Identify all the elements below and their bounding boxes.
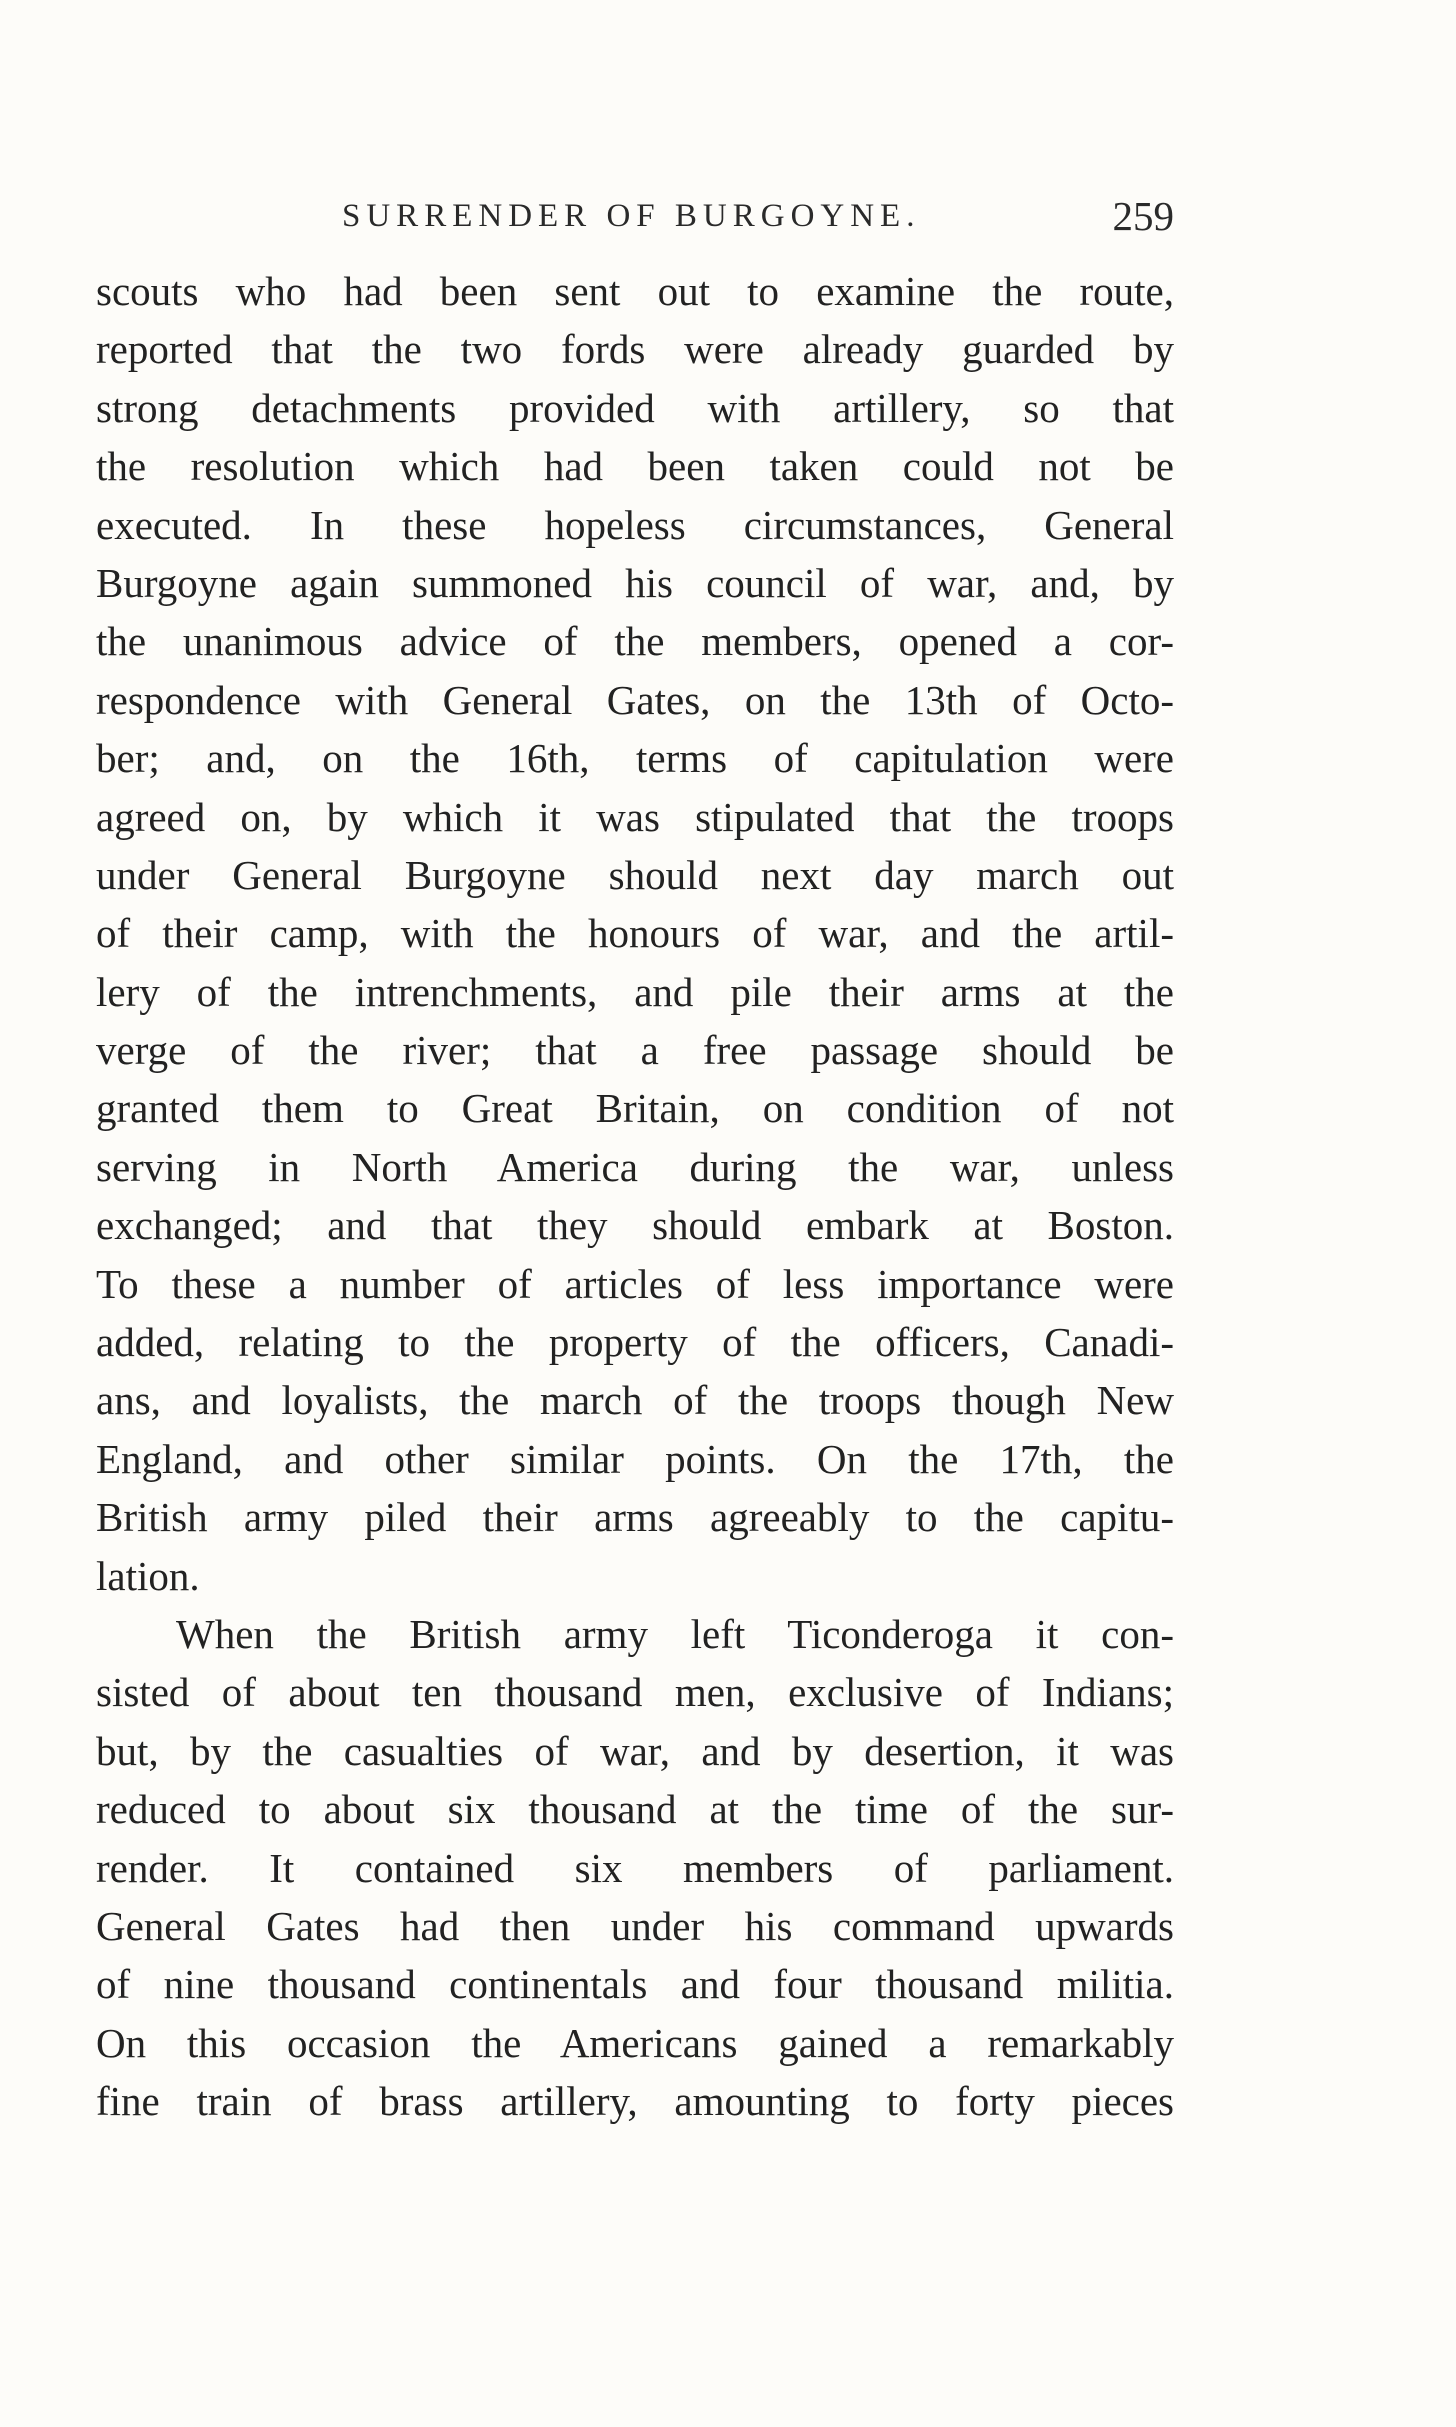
text-line: sisted of about ten thousand men, exclusive of Indians; bbox=[96, 1669, 1174, 1716]
text-line: lation. bbox=[96, 1552, 200, 1599]
text-line: exchanged; and that they should embark at Boston. bbox=[96, 1202, 1174, 1249]
text-line: of their camp, with the honours of war, and the artil- bbox=[96, 910, 1174, 957]
text-line: fine train of brass artillery, amounting to forty pieces bbox=[96, 2078, 1174, 2125]
text-line: executed. In these hopeless circumstances, General bbox=[96, 501, 1174, 548]
text-line: lery of the intrenchments, and pile their arms at the bbox=[96, 968, 1174, 1015]
text-line: granted them to Great Britain, on condition of not bbox=[96, 1085, 1174, 1132]
running-head: SURRENDER OF BURGOYNE. bbox=[342, 198, 921, 234]
text-line: of nine thousand continentals and four thousand militia. bbox=[96, 1961, 1174, 2008]
text-line: General Gates had then under his command upwards bbox=[96, 1902, 1174, 1949]
text-line: ans, and loyalists, the march of the troops though New bbox=[96, 1377, 1174, 1424]
text-line: England, and other similar points. On the 17th, the bbox=[96, 1435, 1174, 1482]
text-line: render. It contained six members of parliament. bbox=[96, 1844, 1174, 1891]
text-line: the resolution which had been taken could not be bbox=[96, 443, 1174, 490]
text-line: respondence with General Gates, on the 13th of Octo- bbox=[96, 676, 1174, 723]
text-line: added, relating to the property of the officers, Canadi- bbox=[96, 1319, 1174, 1366]
text-line: under General Burgoyne should next day march out bbox=[96, 851, 1174, 898]
text-line: serving in North America during the war, unless bbox=[96, 1143, 1174, 1190]
text-line: ber; and, on the 16th, terms of capitulation were bbox=[96, 735, 1174, 782]
page-number: 259 bbox=[1112, 193, 1174, 239]
text-line: reduced to about six thousand at the time of the sur- bbox=[96, 1786, 1174, 1833]
text-line: strong detachments provided with artillery, so that bbox=[96, 384, 1174, 431]
text-line: British army piled their arms agreeably to the capitu- bbox=[96, 1494, 1174, 1541]
paragraph-1 bbox=[96, 262, 1174, 1605]
text-line: scouts who had been sent out to examine the route, bbox=[96, 268, 1174, 314]
text-line: the unanimous advice of the members, opened a cor- bbox=[96, 618, 1174, 665]
text-line: reported that the two fords were already guarded by bbox=[96, 326, 1174, 373]
text-line: To these a number of articles of less importance were bbox=[96, 1260, 1174, 1307]
paragraph-2 bbox=[96, 1605, 1174, 2131]
body-text bbox=[96, 262, 1174, 2131]
text-line: verge of the river; that a free passage should be bbox=[96, 1027, 1174, 1074]
text-line: but, by the casualties of war, and by desertion, it was bbox=[96, 1727, 1174, 1774]
text-line: Burgoyne again summoned his council of war, and, by bbox=[96, 559, 1174, 606]
page-header bbox=[96, 186, 1174, 246]
text-line: When the British army left Ticonderoga it con- bbox=[176, 1610, 1174, 1657]
text-line: On this occasion the Americans gained a remarkably bbox=[96, 2019, 1174, 2066]
text-line: agreed on, by which it was stipulated that the troops bbox=[96, 793, 1174, 840]
